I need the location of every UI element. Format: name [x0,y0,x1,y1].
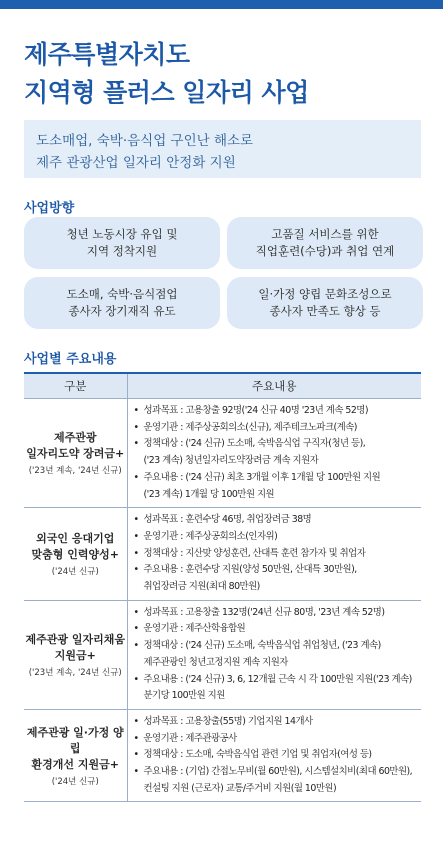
detail-text: • 운영기관 : 제주상공회의소(신규), 제주테크노파크(계속) [143,421,357,433]
program-details-cell [127,600,421,709]
program-name-cell [24,399,127,508]
detail-text: 분기당 100만원 지원 [143,690,225,702]
page-title-line: 지역형 플러스 일자리 사업 [24,78,309,107]
detail-item [134,605,422,622]
direction-box [227,277,423,329]
detail-item [134,512,422,529]
direction-box [227,217,423,269]
programs-table [24,372,421,802]
detail-item [134,546,422,563]
detail-item [134,436,422,469]
detail-text: • 정책대상 : ('24 신규) 도소매, 숙박음식업 구직자(청년 등), [143,438,366,450]
detail-text: • 성과목표 : 고용창출 132명('24년 신규 80명, '23년 계속 52명) [143,606,385,618]
program-name-line: 환경개선 지원금+ [31,757,119,771]
detail-item [134,764,422,797]
direction-line: 일·가정 양립 문화조성으로 [258,287,392,301]
summary-box [24,120,421,178]
direction-line: 직업훈련(수당)과 취업 연계 [255,244,395,258]
section-heading-direction: 사업방향 [24,201,75,216]
column-header: 구분 [24,373,127,399]
program-name-line: 일자리도약 장려금+ [26,447,125,461]
page-title [24,36,309,112]
program-details-cell [127,508,421,601]
detail-text: • 운영기관 : 제주산학융합원 [143,623,246,635]
program-name-line: 제주관광 일·가정 양립 [26,725,124,755]
detail-text: 제주관광인 청년고정지원 계속 지원자 [143,656,288,668]
detail-item [134,621,422,638]
direction-box [24,217,220,269]
program-period-note: ('23년 계속, '24년 신규) [28,466,122,477]
section-heading-programs: 사업별 주요내용 [24,352,117,367]
detail-item [134,731,422,748]
column-header: 주요내용 [127,373,421,399]
detail-text: 취업장려금 지원(최대 80만원) [143,581,260,593]
detail-text: • 운영기관 : 제주관광공사 [143,732,237,744]
direction-line: 청년 노동시장 유입 및 [66,227,178,241]
program-name-line: 외국인 응대기업 [36,531,115,545]
program-name-line: 지원금+ [54,648,96,662]
program-period-note: ('24년 신규) [51,566,99,577]
table-row [24,508,421,601]
summary-line: 도소매업, 숙박·음식업 구인난 해소로 [36,133,254,149]
detail-text: • 정책대상 : 도소매, 숙박음식업 관련 기업 및 취업자(여성 등) [143,749,372,761]
detail-text: • 운영기관 : 제주상공회의소(인자위) [143,530,278,542]
summary-line: 제주 관광산업 일자리 안정화 지원 [36,155,236,171]
detail-item [134,672,422,705]
program-name-cell [24,600,127,709]
detail-text: • 정책대상 : 지산맞 양성훈련, 산대특 훈련 참가자 및 취업자 [143,547,366,559]
table-row [24,399,421,508]
detail-text: • 주요내용 : ('24 신규) 3, 6, 12개월 근속 시 각 100만원 지원('23 계속) [143,673,412,685]
detail-text: • 정책대상 : ('24 신규) 도소매, 숙박음식업 취업청년, ('23 계속) [143,640,381,652]
detail-item [134,638,422,671]
table-row [24,600,421,709]
direction-line: 고품질 서비스를 위한 [271,227,379,241]
detail-text: • 성과목표 : 훈련수당 46명, 취업장려금 38명 [143,514,312,526]
table-row [24,709,421,802]
program-details-cell [127,399,421,508]
detail-item [134,562,422,595]
program-name-cell [24,709,127,802]
program-name-line: 맞춤형 인력양성+ [31,547,119,561]
detail-text: 컨설팅 지원 (근로자) 교통/주거비 지원(월 10만원) [143,782,337,794]
top-accent-bar [0,0,443,9]
detail-text: • 주요내용 : ('24 신규) 최초 3개월 이후 1개월 당 100만원 지원 [143,471,381,483]
direction-line: 종사자 장기재직 유도 [68,304,176,318]
direction-line: 지역 정착지원 [86,244,158,258]
detail-item [134,714,422,731]
detail-text: • 주요내용 : (기업) 간접노무비(월 60만원), 시스템설치비(최대 60만원), [143,766,413,778]
detail-text: • 성과목표 : 고용창출(55명) 기업지원 14개사 [143,715,313,727]
program-name-cell [24,508,127,601]
direction-line: 도소매, 숙박·음식점업 [66,287,178,301]
detail-item [134,403,422,420]
detail-item [134,420,422,437]
program-period-note: ('23년 계속, '24년 신규) [28,667,122,678]
program-name-line: 제주관광 [53,431,97,445]
program-details-cell [127,709,421,802]
detail-text: ('23 계속) 1개월 당 100만원 지원 [143,488,275,500]
table-header-row [24,373,421,399]
direction-box [24,277,220,329]
detail-text: ('23 계속) 청년일자리도약장려금 계속 지원자 [143,455,319,467]
detail-item [134,470,422,503]
detail-item [134,747,422,764]
direction-line: 종사자 만족도 향상 등 [269,304,381,318]
detail-item [134,529,422,546]
page-title-line: 제주특별자치도 [24,40,190,69]
detail-text: • 성과목표 : 고용창출 92명('24 신규 40명 '23년 계속 52명) [143,405,369,416]
program-name-line: 제주관광 일자리채움 [25,632,125,646]
program-period-note: ('24년 신규) [51,776,99,787]
detail-text: • 주요내용 : 훈련수당 지원(양성 50만원, 산대특 30만원), [143,564,357,576]
